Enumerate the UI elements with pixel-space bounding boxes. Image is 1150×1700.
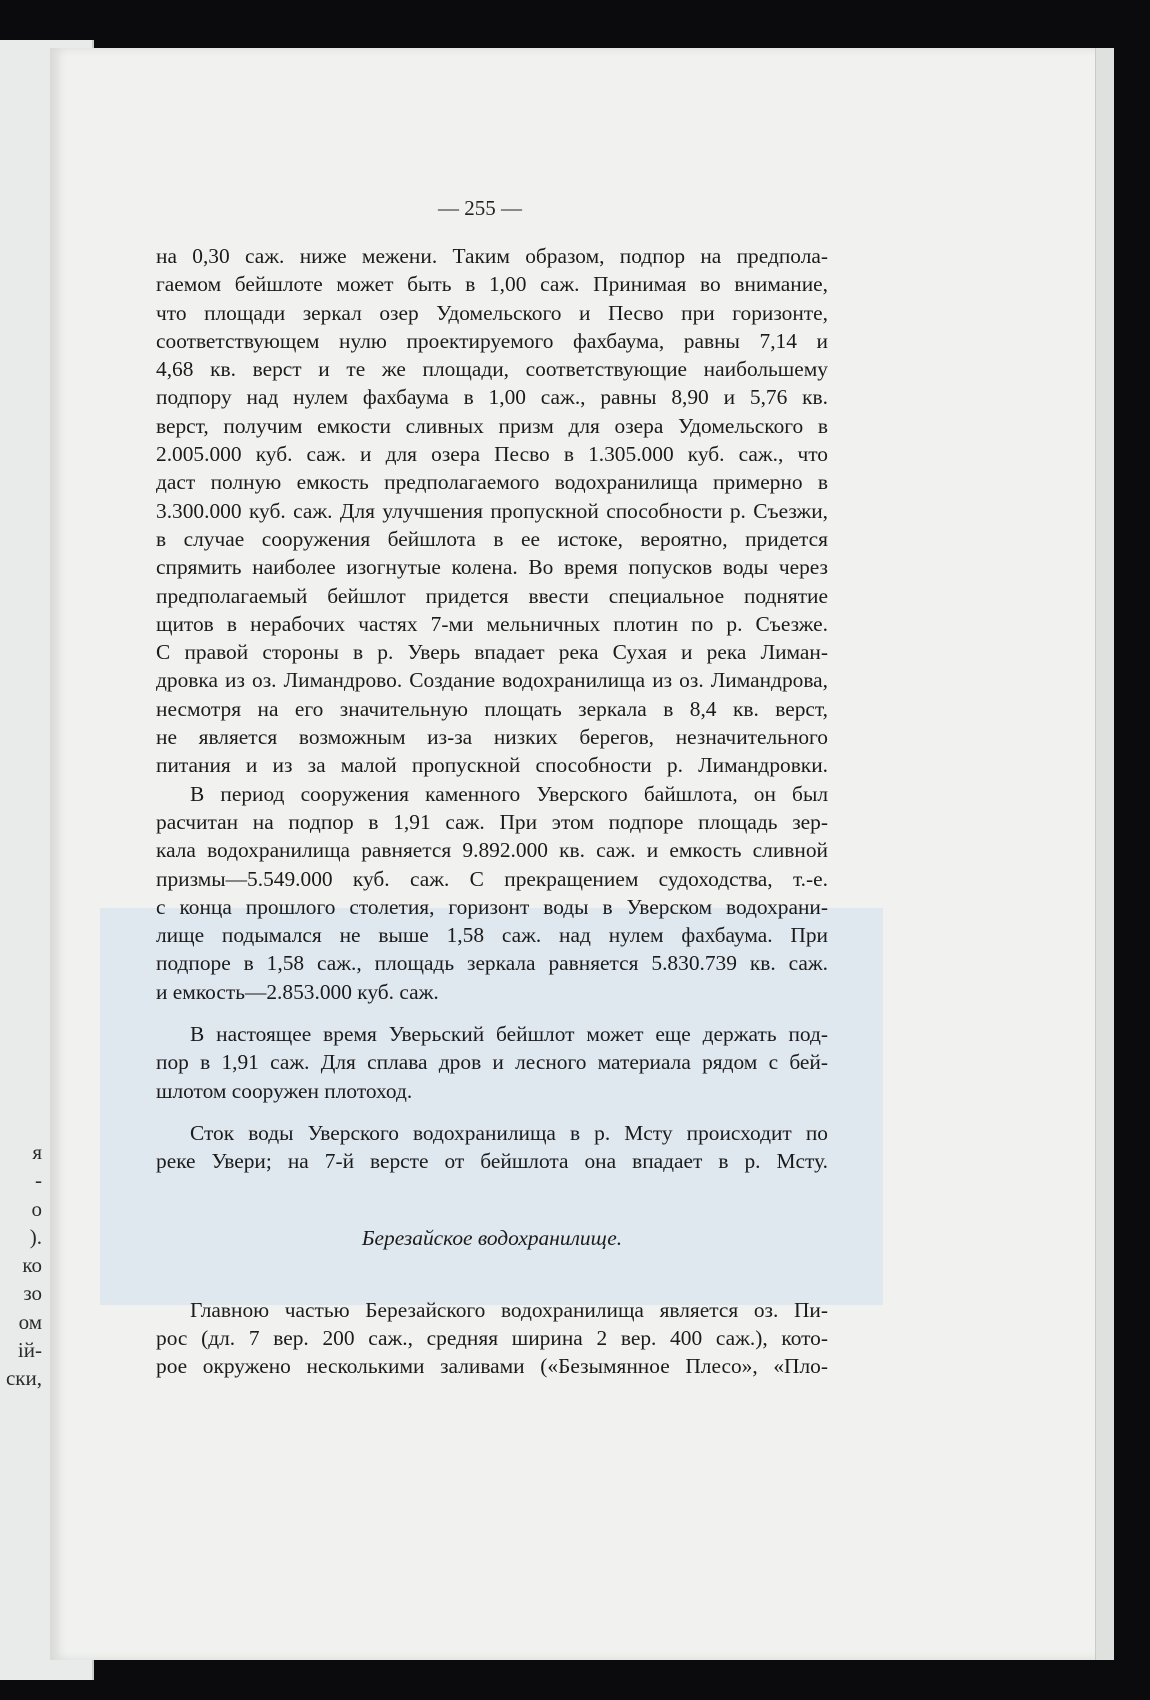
text-line: 2.005.000 куб. саж. и для озера Песво в 1.305.000 куб. саж., что: [156, 442, 828, 467]
fragment-line: ко: [22, 1253, 42, 1278]
text-line: соответствующем нулю проектируемого фахбаума, равны 7,14 и: [156, 328, 828, 353]
fragment-line: зо: [23, 1281, 42, 1306]
page-body: [156, 242, 828, 1381]
fragment-line: ом: [18, 1309, 42, 1334]
text-line: В период сооружения каменного Уверского байшлота, он был: [190, 781, 828, 806]
section-paragraph: [156, 1296, 828, 1381]
text-line: кала водохранилища равняется 9.892.000 кв. саж. и емкость сливной: [156, 838, 828, 863]
text-line: подпору над нулем фахбаума в 1,00 саж., равны 8,90 и 5,76 кв.: [156, 385, 828, 410]
fragment-line: я: [32, 1140, 42, 1164]
text-line: даст полную емкость предполагаемого водохранилища примерно в: [156, 470, 828, 495]
text-line: питания и из за малой пропускной способности р. Лимандровки.: [156, 753, 828, 778]
text-line: что площади зеркал озер Удомельского и Песво при горизонте,: [156, 300, 828, 325]
fragment-line: о: [31, 1196, 42, 1221]
page-number: — 255 —: [438, 196, 522, 220]
text-line: расчитан на подпор в 1,91 саж. При этом подпоре площадь зер-: [156, 809, 828, 834]
paragraph-gap: [156, 1105, 828, 1119]
text-line: верст, получим емкости сливных призм для озера Удомельского в: [156, 413, 828, 438]
text-line: шлотом сооружен плотоход.: [156, 1078, 413, 1103]
text-line: гаемом бейшлоте может быть в 1,00 саж. Принимая во внимание,: [156, 272, 828, 297]
paragraph-4: [156, 1119, 828, 1176]
section-heading: Березайское водохранилище.: [361, 1225, 623, 1250]
text-line: призмы—5.549.000 куб. саж. С прекращением судоходства, т.-е.: [156, 866, 828, 891]
page-edge-stack: [1095, 48, 1114, 1660]
text-line: на 0,30 саж. ниже межени. Таким образом, подпор на предпола-: [156, 244, 828, 268]
text-line: пор в 1,91 саж. Для сплава дров и лесного материала рядом с бей-: [156, 1050, 828, 1075]
paragraph-gap: [156, 1006, 828, 1020]
paragraph-2: [156, 780, 828, 1006]
text-line: лище подымался не выше 1,58 саж. над нулем фахбаума. При: [156, 923, 828, 948]
text-line: и емкость—2.853.000 куб. саж.: [156, 979, 439, 1004]
text-line: С правой стороны в р. Уверь впадает река Сухая и река Лиман-: [156, 640, 828, 665]
text-line: в случае сооружения бейшлота в ее истоке, вероятно, придется: [156, 526, 828, 551]
fragment-line: ).: [29, 1224, 42, 1249]
text-line: 3.300.000 куб. саж. Для улучшения пропускной способности р. Съезжи,: [156, 498, 828, 523]
text-line: с конца прошлого столетия, горизонт воды в Уверском водохрани-: [156, 894, 828, 919]
text-line: рое окружено несколькими заливами («Безымянное Плесо», «Пло-: [156, 1354, 828, 1379]
fragment-line: -: [35, 1168, 42, 1193]
text-line: дровка из оз. Лимандрово. Создание водохранилища из оз. Лимандрова,: [156, 668, 828, 693]
previous-page-text-fragments: [2, 1138, 42, 1393]
text-line: Сток воды Уверского водохранилища в р. Мсту происходит по: [190, 1120, 828, 1145]
fragment-line: ски,: [5, 1366, 42, 1391]
text-line: реке Увери; на 7-й версте от бейшлота она впадает в р. Мсту.: [156, 1149, 828, 1174]
text-line: В настоящее время Уверьский бейшлот может еще держать под-: [190, 1022, 828, 1047]
paragraph-1: [156, 242, 828, 780]
text-line: рос (дл. 7 вер. 200 саж., средняя ширина 2 вер. 400 саж.), кото-: [156, 1326, 828, 1351]
text-line: предполагаемый бейшлот придется ввести специальное поднятие: [156, 583, 828, 608]
text-line: спрямить наиболее изогнутые колена. Во время попусков воды через: [156, 555, 828, 580]
text-line: подпоре в 1,58 саж., площадь зеркала равняется 5.830.739 кв. саж.: [156, 951, 828, 976]
fragment-line: ій-: [17, 1338, 42, 1363]
text-line: 4,68 кв. верст и те же площади, соответствующие наибольшему: [156, 357, 828, 382]
paragraph-3: [156, 1020, 828, 1105]
text-line: щитов в нерабочих частях 7-ми мельничных плотин по р. Съезже.: [156, 611, 828, 636]
text-line: Главною частью Березайского водохранилища является оз. Пи-: [190, 1297, 828, 1322]
text-line: несмотря на его значительную площать зеркала в 8,4 кв. верст,: [156, 696, 828, 721]
text-line: не является возможным из-за низких берегов, незначительного: [156, 725, 828, 750]
